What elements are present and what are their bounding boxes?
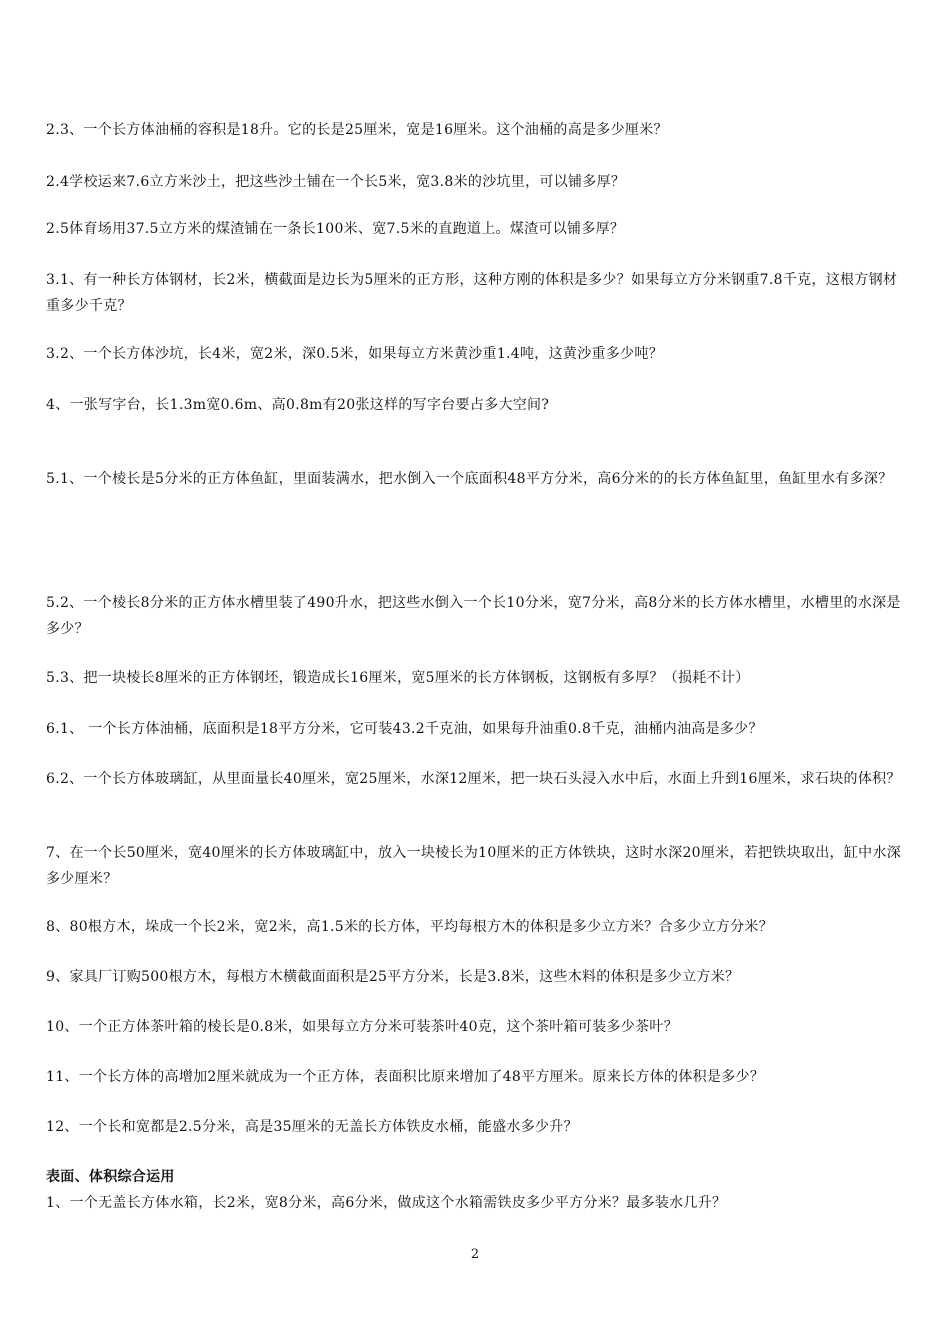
problem-12: 12、一个长和宽都是2.5分米，高是35厘米的无盖长方体铁皮水桶，能盛水多少升？ — [46, 1119, 578, 1135]
problem-3-2: 3.2、一个长方体沙坑，长4米，宽2米，深0.5米，如果每立方米黄沙重1.4吨，这黄沙重多少吨？ — [46, 346, 664, 362]
problem-6-2: 6.2、一个长方体玻璃缸，从里面量长40厘米，宽25厘米，水深12厘米，把一块石头浸入水中后，水面上升到16厘米，求石块的体积？ — [46, 771, 901, 787]
problem-6-1: 6.1、 一个长方体油桶，底面积是18平方分米，它可装43.2千克油，如果每升油重0.8千克，油桶内油高是多少？ — [46, 721, 763, 737]
problem-11: 11、一个长方体的高增加2厘米就成为一个正方体，表面积比原来增加了48平方厘米。原来长方体的体积是多少？ — [46, 1069, 765, 1085]
problem-7: 7、在一个长50厘米，宽40厘米的长方体玻璃缸中，放入一块棱长为10厘米的正方体铁块，这时水深20厘米，若把铁块取出，缸中水深多少厘米？ — [46, 845, 902, 887]
problem-5-3: 5.3、把一块棱长8厘米的正方体钢坯，锻造成长16厘米，宽5厘米的长方体钢板，这钢板有多厚？（损耗不计） — [46, 670, 750, 686]
problem-2-3: 2.3、一个长方体油桶的容积是18升。它的长是25厘米，宽是16厘米。这个油桶的高是多少厘米？ — [46, 122, 668, 138]
problem-3-1: 3.1、有一种长方体钢材，长2米，横截面是边长为5厘米的正方形，这种方刚的体积是多少？如果每立方分米钢重7.8千克，这根方钢材重多少千克？ — [46, 272, 898, 314]
problem-2-4: 2.4学校运来7.6立方米沙土，把这些沙土铺在一个长5米，宽3.8米的沙坑里，可以铺多厚？ — [46, 174, 626, 190]
problem-5-1: 5.1、一个棱长是5分米的正方体鱼缸，里面装满水，把水倒入一个底面积48平方分米，高6分米的的长方体鱼缸里，鱼缸里水有多深？ — [46, 471, 893, 487]
problem-5-2: 5.2、一个棱长8分米的正方体水槽里装了490升水，把这些水倒入一个长10分米，宽7分米，高8分米的长方体水槽里，水槽里的水深是多少？ — [46, 595, 901, 637]
section-heading: 表面、体积综合运用 — [46, 1169, 175, 1185]
problem-9: 9、家具厂订购500根方木，每根方木横截面面积是25平方分米，长是3.8米，这些木料的体积是多少立方米？ — [46, 969, 740, 985]
problem-2-5: 2.5体育场用37.5立方米的煤渣铺在一条长100米、宽7.5米的直跑道上。煤渣可以铺多厚？ — [46, 221, 625, 237]
page-number: 2 — [470, 1247, 480, 1262]
problem-4: 4、一张写字台，长1.3m宽0.6m、高0.8m有20张这样的写字台要占多大空间? — [46, 397, 550, 413]
problem-8: 8、80根方木，垛成一个长2米，宽2米，高1.5米的长方体，平均每根方木的体积是多少立方米？合多少立方分米？ — [46, 919, 773, 935]
section-problem-1: 1、一个无盖长方体水箱，长2米，宽8分米，高6分米，做成这个水箱需铁皮多少平方分米？最多装水几升？ — [46, 1195, 727, 1211]
problem-10: 10、一个正方体茶叶箱的棱长是0.8米，如果每立方分米可装茶叶40克，这个茶叶箱可装多少茶叶？ — [46, 1019, 678, 1035]
